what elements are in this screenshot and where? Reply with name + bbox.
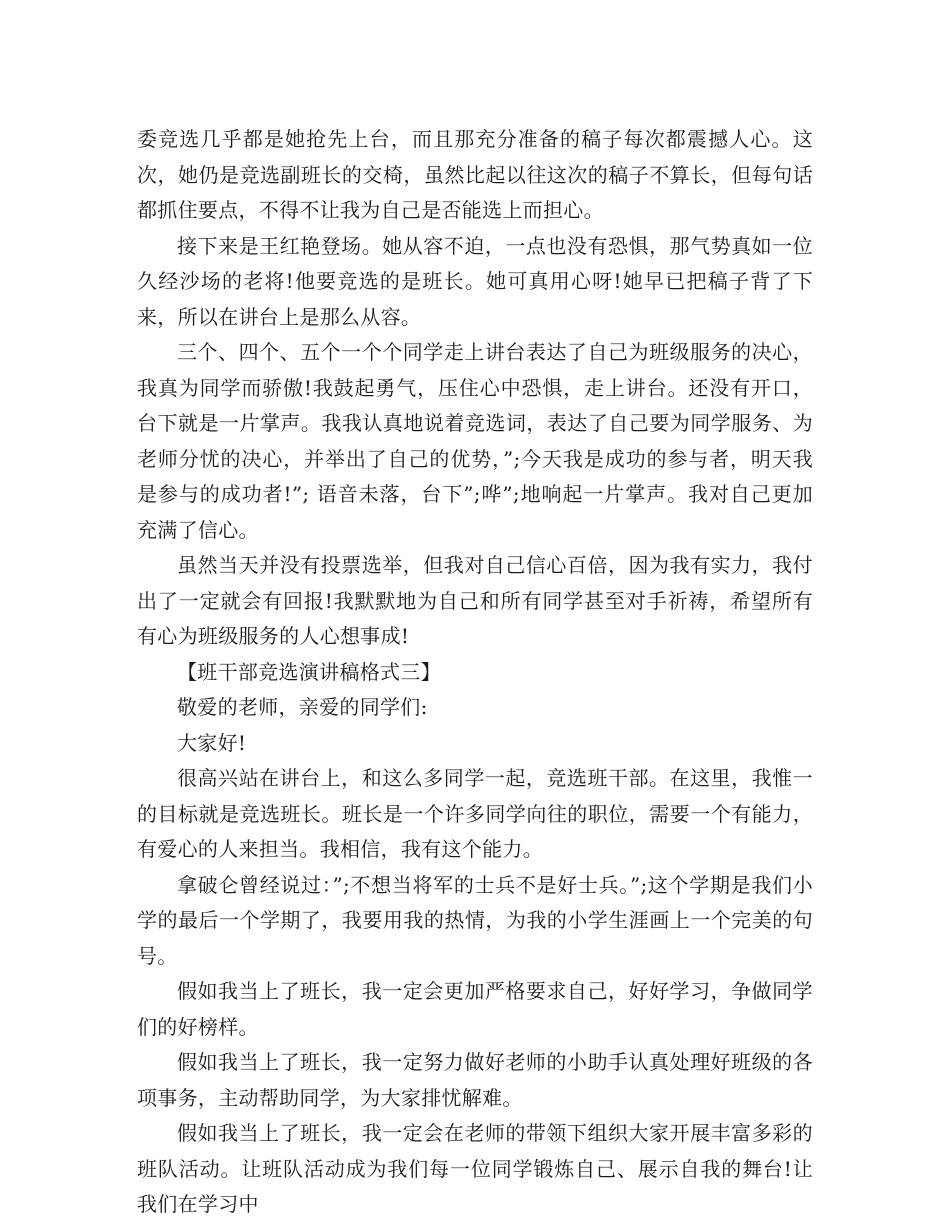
paragraph: 接下来是王红艳登场。她从容不迫，一点也没有恐惧，那气势真如一位久经沙场的老将!他要竞选的是班长。她可真用心呀!她早已把稿子背了下来，所以在讲台上是那么从容。 — [137, 233, 813, 329]
document-body — [137, 122, 813, 1223]
paragraph: 虽然当天并没有投票选举，但我对自己信心百倍，因为我有实力，我付出了一定就会有回报!我默默地为自己和所有同学甚至对手祈祷，希望所有有心为班级服务的人心想事成! — [137, 553, 813, 648]
salutation: 敬爱的老师，亲爱的同学们: — [177, 695, 428, 719]
section-heading: 【班干部竞选演讲稿格式三】 — [177, 659, 441, 684]
paragraph: 拿破仑曾经说过：”;不想当将军的士兵不是好士兵。”;这个学期是我们小学的最后一个学期了，我要用我的热情，为我的小学生涯画上一个完美的句号。 — [137, 872, 813, 968]
greeting: 大家好! — [177, 730, 247, 755]
paragraph: 很高兴站在讲台上，和这么多同学一起，竞选班干部。在这里，我惟一的目标就是竞选班长。班长是一个许多同学向往的职位，需要一个有能力，有爱心的人来担当。我相信，我有这个能力。 — [137, 766, 813, 861]
paragraph: 假如我当上了班长，我一定会更加严格要求自己，好好学习，争做同学们的好榜样。 — [137, 979, 813, 1039]
paragraph: 假如我当上了班长，我一定努力做好老师的小助手认真处理好班级的各项事务，主动帮助同学，为大家排忧解难。 — [137, 1050, 813, 1110]
paragraph: 假如我当上了班长，我一定会在老师的带领下组织大家开展丰富多彩的班队活动。让班队活动成为我们每一位同学锻炼自己、展示自我的舞台!让我们在学习中 — [137, 1121, 813, 1216]
paragraph: 委竞选几乎都是她抢先上台，而且那充分准备的稿子每次都震撼人心。这次，她仍是竞选副班长的交椅，虽然比起以往这次的稿子不算长，但每句话都抓住要点，不得不让我为自己是否能选上而担心。 — [137, 127, 813, 222]
paragraph: 三个、四个、五个一个个同学走上讲台表达了自己为班级服务的决心，我真为同学而骄傲!我鼓起勇气，压住心中恐惧，走上讲台。还没有开口，台下就是一片掌声。我我认真地说着竞选词，表达了自己要为同学服务、为老师分忧的决心，并举出了自己的优势，”;今天我是成功的参与者，明天我是参与的成功者!”; 语音未落，台下”;哗”;地响起一片掌声。我对自己更加充满了信心。 — [137, 340, 813, 542]
